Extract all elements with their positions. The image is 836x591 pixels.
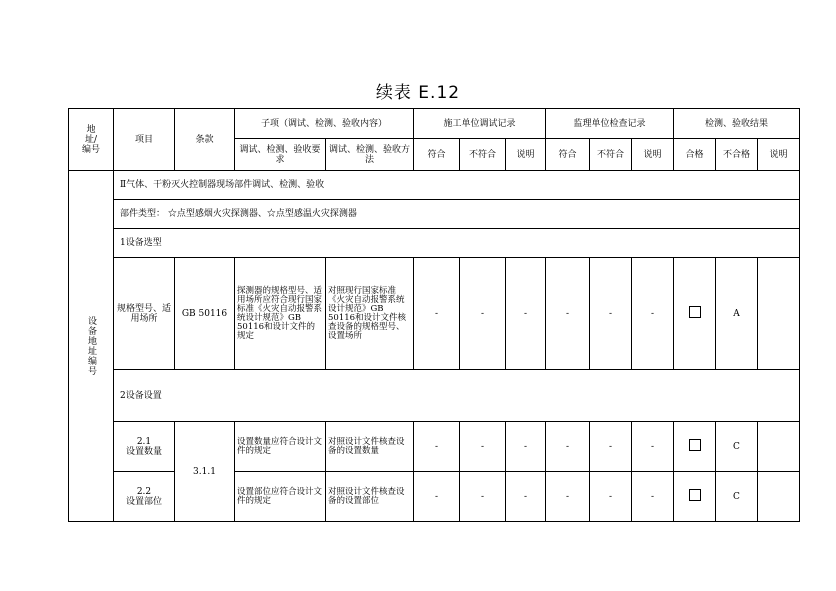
- header-supervision: 监理单位检查记录: [546, 109, 674, 139]
- pos-item: 2.2 设置部位: [114, 472, 175, 522]
- header-subitem-method: 调试、检测、验收方法: [326, 139, 414, 171]
- spec-grade: A: [716, 258, 758, 370]
- header-result-unqualified: 不合格: [716, 139, 758, 171]
- spec-method: 对照现行国家标准《火灾自动报警系统设计规范》GB 50116和设计文件核查设备的规格型号、设置场所: [326, 258, 414, 370]
- header-construction: 施工单位调试记录: [414, 109, 546, 139]
- pos-construction-note: -: [506, 472, 546, 522]
- spec-requirement: 探测器的规格型号、适用场所应符合现行国家标准《火灾自动报警系统设计规范》GB 50116和设计文件的规定: [235, 258, 326, 370]
- shared-clause: 3.1.1: [175, 422, 235, 522]
- spec-supervision-comply: -: [546, 258, 590, 370]
- header-construction-comply: 符合: [414, 139, 460, 171]
- pos-supervision-note: -: [632, 472, 674, 522]
- header-result-note: 说明: [758, 139, 800, 171]
- section-equipment-selection: 1设备选型: [114, 229, 800, 258]
- header-result: 检测、验收结果: [674, 109, 800, 139]
- component-type: 部件类型： ☆点型感烟火灾探测器、☆点型感温火灾探测器: [114, 200, 800, 229]
- qty-supervision-comply: -: [546, 422, 590, 472]
- qty-construction-note: -: [506, 422, 546, 472]
- qty-item: 2.1 设置数量: [114, 422, 175, 472]
- section-main: Ⅱ气体、干粉灭火控制器现场部件调试、检测、验收: [114, 171, 800, 200]
- header-subitem-req: 调试、检测、验收要求: [235, 139, 326, 171]
- pos-grade: C: [716, 472, 758, 522]
- pos-construction-comply: -: [414, 472, 460, 522]
- header-item: 项目: [114, 109, 175, 171]
- header-construction-not-comply: 不符合: [460, 139, 506, 171]
- pos-supervision-not-comply: -: [590, 472, 632, 522]
- device-addr-code: 设备地址编号: [86, 316, 96, 376]
- header-result-qualified: 合格: [674, 139, 716, 171]
- qty-construction-comply: -: [414, 422, 460, 472]
- header-subitem: 子项（调试、检测、验收内容）: [235, 109, 414, 139]
- spec-item: 规格型号、适用场所: [114, 258, 175, 370]
- page-title: 续表 E.12: [375, 83, 461, 103]
- qty-construction-not-comply: -: [460, 422, 506, 472]
- qty-supervision-not-comply: -: [590, 422, 632, 472]
- pos-construction-not-comply: -: [460, 472, 506, 522]
- header-clause: 条款: [175, 109, 235, 171]
- header-addr-code: 地址/编号: [69, 109, 114, 171]
- spec-supervision-not-comply: -: [590, 258, 632, 370]
- qty-qualified-checkbox[interactable]: [689, 439, 701, 451]
- header-supervision-note: 说明: [632, 139, 674, 171]
- spec-result-note[interactable]: [758, 258, 800, 370]
- qty-qualified-cell: [674, 422, 716, 472]
- pos-qualified-checkbox[interactable]: [689, 489, 701, 501]
- pos-result-note[interactable]: [758, 472, 800, 522]
- spec-qualified-cell: [674, 258, 716, 370]
- pos-requirement: 设置部位应符合设计文件的规定: [235, 472, 326, 522]
- qty-supervision-note: -: [632, 422, 674, 472]
- header-supervision-not-comply: 不符合: [590, 139, 632, 171]
- pos-supervision-comply: -: [546, 472, 590, 522]
- pos-method: 对照设计文件核查设备的设置部位: [326, 472, 414, 522]
- qty-grade: C: [716, 422, 758, 472]
- qty-method: 对照设计文件核查设备的设置数量: [326, 422, 414, 472]
- spec-construction-not-comply: -: [460, 258, 506, 370]
- device-addr-code-cell: [69, 171, 114, 522]
- spec-construction-note: -: [506, 258, 546, 370]
- spec-clause: GB 50116: [175, 258, 235, 370]
- inspection-table: [68, 108, 800, 522]
- qty-result-note[interactable]: [758, 422, 800, 472]
- header-supervision-comply: 符合: [546, 139, 590, 171]
- section-equipment-setup: 2设备设置: [114, 370, 800, 422]
- header-construction-note: 说明: [506, 139, 546, 171]
- pos-qualified-cell: [674, 472, 716, 522]
- spec-qualified-checkbox[interactable]: [689, 306, 701, 318]
- qty-requirement: 设置数量应符合设计文件的规定: [235, 422, 326, 472]
- spec-construction-comply: -: [414, 258, 460, 370]
- spec-supervision-note: -: [632, 258, 674, 370]
